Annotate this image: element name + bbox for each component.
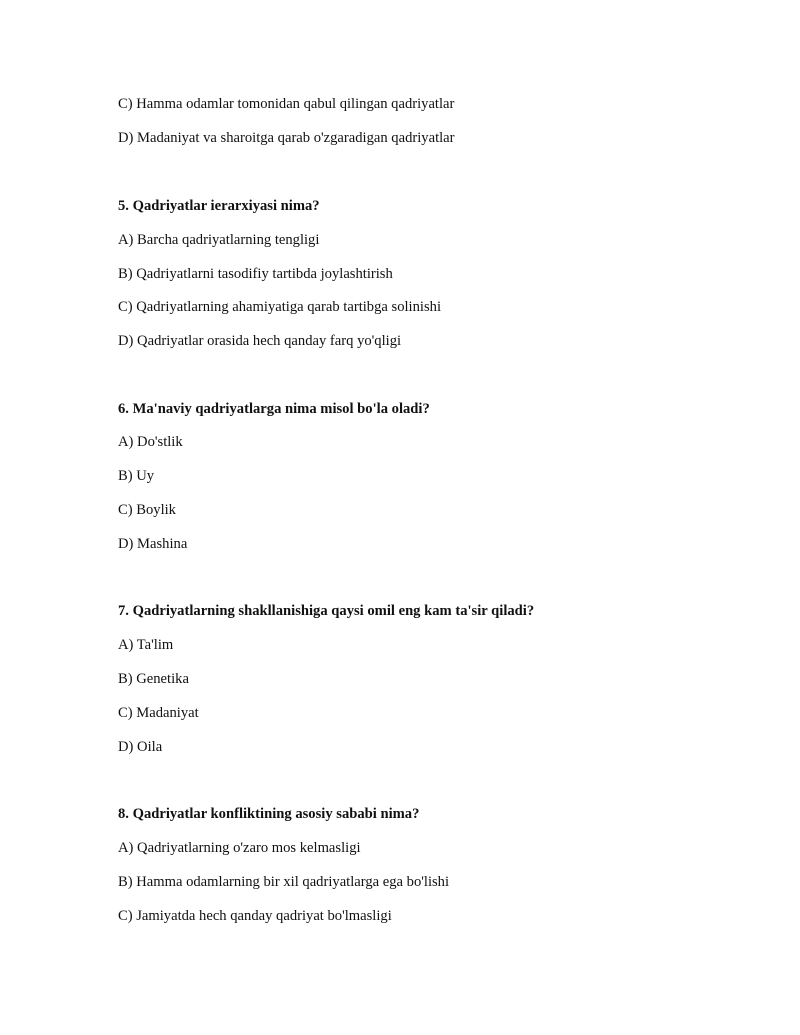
option-b-q5: B) Qadriyatlarni tasodifiy tartibda joylashtirish (118, 266, 393, 282)
option-a-q5: A) Barcha qadriyatlarning tengligi (118, 232, 320, 248)
option-c-q7: C) Madaniyat (118, 705, 199, 721)
option-d-q5: D) Qadriyatlar orasida hech qanday farq yo'qligi (118, 333, 402, 349)
option-d-q4: D) Madaniyat va sharoitga qarab o'zgaradigan qadriyatlar (118, 130, 455, 146)
option-c-q8: C) Jamiyatda hech qanday qadriyat bo'lmasligi (118, 908, 392, 924)
option-a-q6: A) Do'stlik (118, 434, 183, 450)
option-b-q6: B) Uy (118, 468, 155, 484)
option-a-q8: A) Qadriyatlarning o'zaro mos kelmasligi (118, 840, 361, 856)
option-c-q6: C) Boylik (118, 502, 176, 518)
option-d-q7: D) Oila (118, 739, 163, 755)
option-d-q6: D) Mashina (118, 536, 188, 552)
option-c-q4: C) Hamma odamlar tomonidan qabul qilingan qadriyatlar (118, 96, 455, 112)
question-6: 6. Ma'naviy qadriyatlarga nima misol bo'la oladi? (118, 401, 430, 417)
option-c-q5: C) Qadriyatlarning ahamiyatiga qarab tartibga solinishi (118, 299, 441, 315)
option-b-q8: B) Hamma odamlarning bir xil qadriyatlarga ega bo'lishi (118, 874, 450, 890)
question-8: 8. Qadriyatlar konfliktining asosiy sababi nima? (118, 806, 420, 822)
option-a-q7: A) Ta'lim (118, 637, 174, 653)
question-7: 7. Qadriyatlarning shakllanishiga qaysi omil eng kam ta'sir qiladi? (118, 603, 535, 619)
option-b-q7: B) Genetika (118, 671, 189, 687)
question-5: 5. Qadriyatlar ierarxiyasi nima? (118, 198, 320, 214)
